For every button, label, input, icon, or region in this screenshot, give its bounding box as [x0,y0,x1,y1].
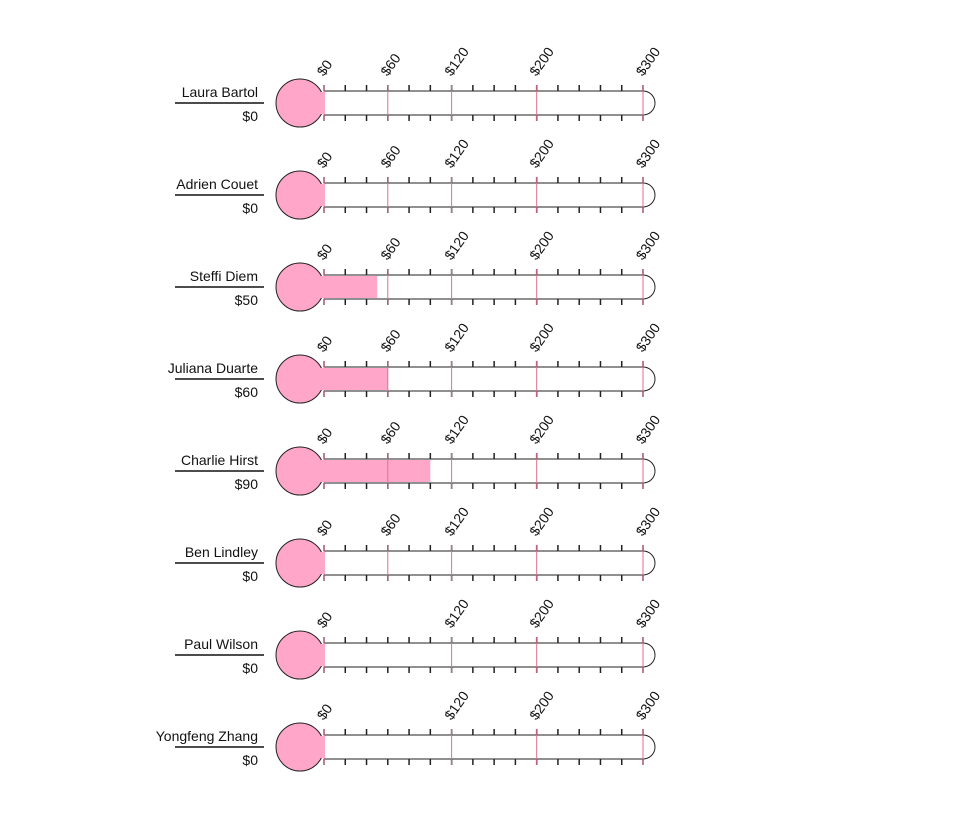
milestone-label: $60 [377,50,404,79]
milestone-label: $0 [313,700,336,723]
bulb-neck [300,552,325,574]
milestone-label: $120 [440,504,472,539]
amount-label: $0 [242,660,258,676]
thermometer-row [175,504,663,587]
thermometer-tube [324,183,655,207]
amount-label: $50 [234,292,258,308]
thermometer-row [175,228,663,311]
milestone-label: $200 [526,688,557,723]
amount-label: $90 [234,476,258,492]
milestone-label: $200 [526,44,557,79]
bulb-neck [300,184,325,206]
milestone-label: $60 [377,418,404,447]
milestone-label: $120 [440,688,472,723]
participant-name: Charlie Hirst [180,452,258,468]
thermometer-row [175,44,663,127]
participant-name: Ben Lindley [184,544,258,560]
milestone-label: $300 [632,504,664,539]
milestone-label: $120 [440,44,472,79]
thermometer-row [175,136,663,219]
milestone-label: $0 [313,608,336,631]
bulb-neck [300,460,325,482]
amount-label: $0 [242,108,258,124]
milestone-label: $200 [526,320,557,355]
thermometer-row [175,596,663,679]
thermometer-tube [324,735,655,759]
milestone-label: $0 [313,516,336,539]
amount-label: $0 [242,568,258,584]
milestone-label: $120 [440,320,472,355]
milestone-label: $300 [632,44,664,79]
participant-name: Adrien Couet [176,176,258,192]
milestone-label: $120 [440,228,472,263]
milestone-label: $0 [313,332,336,355]
bulb-neck [300,92,325,114]
milestone-label: $0 [313,148,336,171]
participant-name: Yongfeng Zhang [155,728,258,744]
milestone-label: $300 [632,136,664,171]
milestone-label: $0 [313,240,336,263]
thermometer-row [175,412,663,495]
amount-label: $0 [242,752,258,768]
bulb-neck [300,276,325,298]
thermometer-tube [324,551,655,575]
milestone-label: $200 [526,136,557,171]
milestone-label: $300 [632,688,664,723]
milestone-label: $200 [526,596,557,631]
milestone-label: $200 [526,228,557,263]
milestone-label: $300 [632,596,664,631]
amount-label: $0 [242,200,258,216]
participant-name: Paul Wilson [184,636,258,652]
milestone-label: $60 [377,510,404,539]
bulb-neck [300,736,325,758]
milestone-label: $0 [313,56,336,79]
milestone-label: $0 [313,424,336,447]
milestone-label: $300 [632,320,664,355]
milestone-label: $200 [526,504,557,539]
milestone-label: $200 [526,412,557,447]
thermometer-tube [324,91,655,115]
thermometer-tube [324,643,655,667]
participant-name: Steffi Diem [189,268,258,284]
participant-name: Juliana Duarte [167,360,258,376]
thermometer-row [168,320,664,403]
amount-label: $60 [234,384,258,400]
milestone-label: $60 [377,234,404,263]
milestone-label: $60 [377,142,404,171]
bulb-neck [300,644,325,666]
milestone-label: $300 [632,412,664,447]
participant-name: Laura Bartol [181,84,258,100]
milestone-label: $60 [377,326,404,355]
milestone-label: $300 [632,228,664,263]
milestone-label: $120 [440,412,472,447]
milestone-label: $120 [440,596,472,631]
bulb-neck [300,368,325,390]
thermometer-row [156,688,664,771]
milestone-label: $120 [440,136,472,171]
